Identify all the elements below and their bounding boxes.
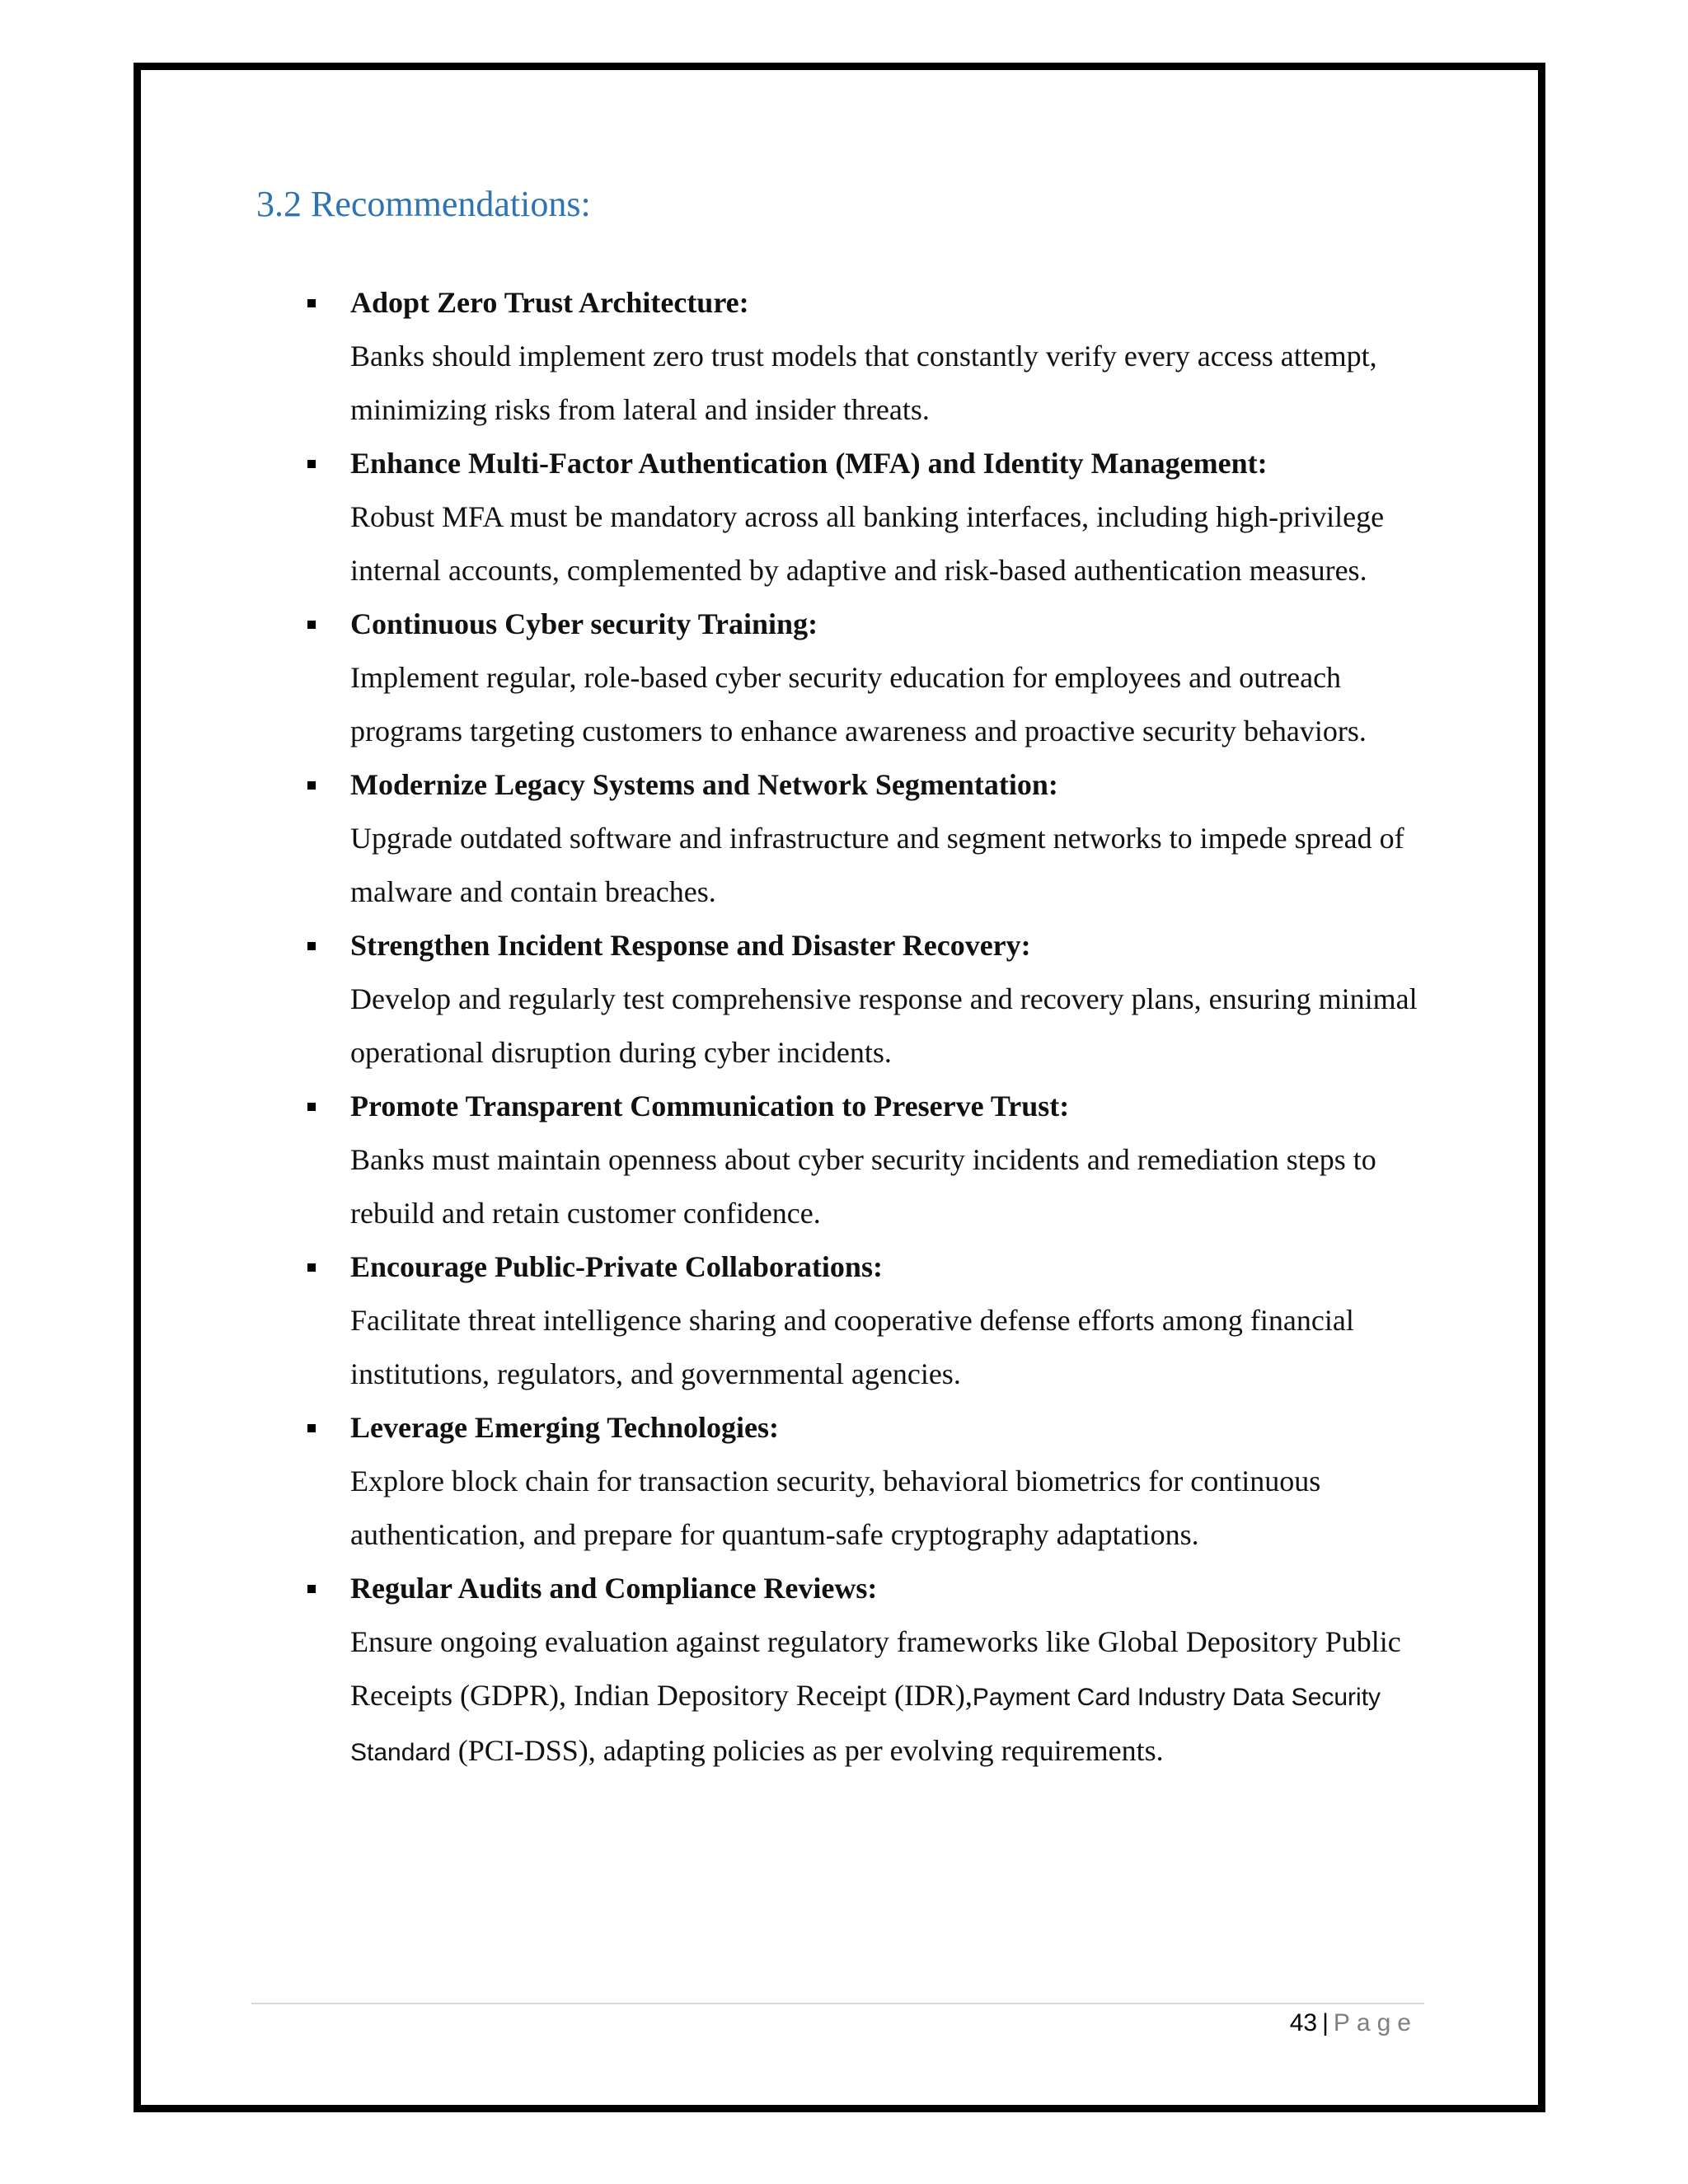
recommendation-title: Adopt Zero Trust Architecture: [350, 286, 749, 319]
list-item [301, 1562, 1434, 1779]
recommendation-body: Facilitate threat intelligence sharing and cooperative defense efforts among financial institutions, regulators, and governmental agencies. [350, 1304, 1354, 1390]
recommendation-title: Enhance Multi-Factor Authentication (MFA) and Identity Management: [350, 447, 1268, 480]
recommendation-title: Promote Transparent Communication to Preserve Trust: [350, 1090, 1070, 1122]
recommendation-body: Upgrade outdated software and infrastructure and segment networks to impede spread of malware and contain breaches. [350, 822, 1404, 908]
square-bullet-icon [307, 299, 316, 307]
recommendation-body: Banks must maintain openness about cyber security incidents and remediation steps to rebuild and retain customer confidence. [350, 1143, 1376, 1230]
list-item [301, 437, 1434, 598]
recommendation-body: Implement regular, role-based cyber security education for employees and outreach programs targeting customers to enhance awareness and proactive security behaviors. [350, 661, 1367, 748]
page-footer [1290, 2009, 1418, 2037]
recommendation-body-part: Payment Card Industry Data Security Standard [350, 1684, 1381, 1766]
page-label: Page [1333, 2009, 1418, 2036]
recommendation-body [350, 1615, 1434, 1779]
square-bullet-icon [307, 942, 316, 950]
square-bullet-icon [307, 1424, 316, 1432]
recommendation-title: Continuous Cyber security Training: [350, 607, 818, 640]
recommendation-body: Robust MFA must be mandatory across all banking interfaces, including high-privilege internal accounts, complemented by adaptive and risk-based authentication measures. [350, 500, 1385, 587]
recommendations-list [301, 276, 1434, 1779]
recommendation-title: Modernize Legacy Systems and Network Segmentation: [350, 768, 1058, 801]
list-item [301, 1240, 1434, 1401]
section-heading: 3.2 Recommendations: [256, 184, 591, 224]
page-number: 43 [1289, 2009, 1318, 2036]
square-bullet-icon [307, 1263, 316, 1272]
recommendation-body: Banks should implement zero trust models that constantly verify every access attempt, minimizing risks from lateral and insider threats. [350, 340, 1377, 426]
square-bullet-icon [307, 460, 316, 468]
footer-divider [251, 2003, 1424, 2004]
footer-separator: | [1322, 2009, 1329, 2036]
square-bullet-icon [307, 781, 316, 790]
list-item [301, 758, 1434, 919]
square-bullet-icon [307, 1585, 316, 1593]
recommendation-title: Leverage Emerging Technologies: [350, 1411, 779, 1444]
square-bullet-icon [307, 1103, 316, 1111]
square-bullet-icon [307, 621, 316, 629]
recommendation-title: Strengthen Incident Response and Disaster Recovery: [350, 929, 1031, 962]
list-item [301, 598, 1434, 758]
recommendation-title: Encourage Public-Private Collaborations: [350, 1250, 883, 1283]
list-item [301, 1080, 1434, 1240]
recommendation-body: Develop and regularly test comprehensive response and recovery plans, ensuring minimal operational disruption during cyber incidents. [350, 982, 1418, 1069]
list-item [301, 919, 1434, 1080]
recommendation-body: Explore block chain for transaction security, behavioral biometrics for continuous authentication, and prepare for quantum-safe cryptography adaptations. [350, 1465, 1321, 1551]
recommendation-body-part: (PCI-DSS), adapting policies as per evolving requirements. [450, 1734, 1164, 1767]
list-item [301, 276, 1434, 437]
recommendation-body-part: Ensure ongoing evaluation against regulatory frameworks like Global Depository Public Receipts (GDPR), Indian Depository Receipt (IDR), [350, 1625, 1401, 1712]
recommendation-title: Regular Audits and Compliance Reviews: [350, 1572, 878, 1605]
list-item [301, 1401, 1434, 1562]
